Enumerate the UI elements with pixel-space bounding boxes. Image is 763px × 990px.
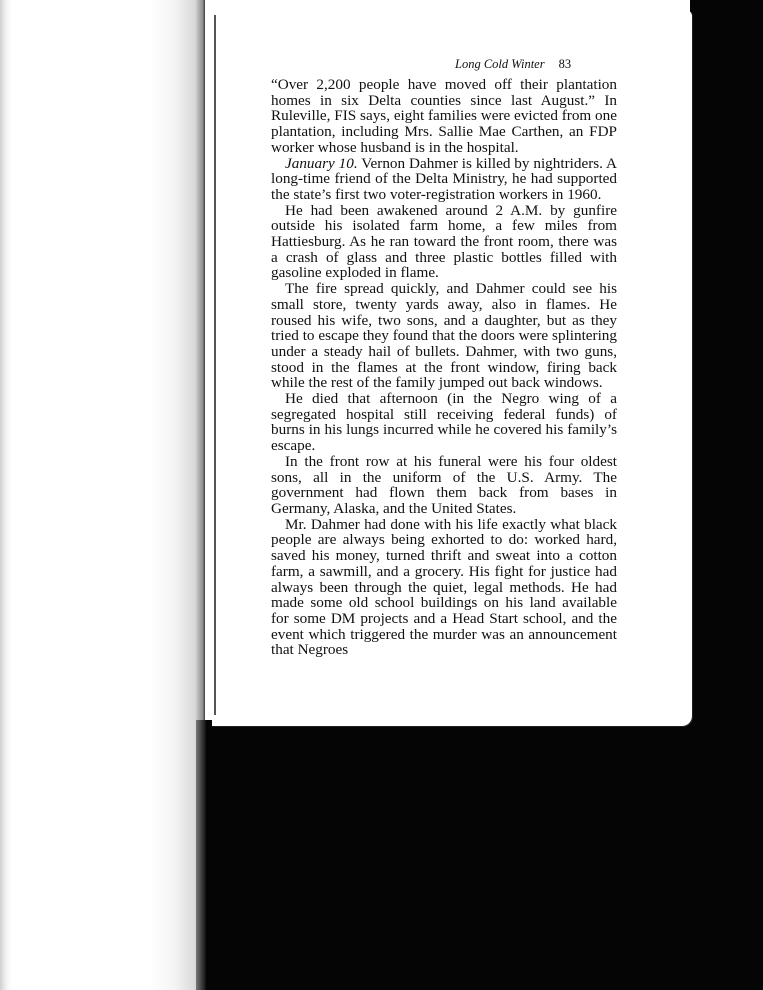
paragraph [271, 203, 617, 282]
paragraph [271, 517, 617, 658]
paragraph [271, 156, 617, 203]
scan-background-bottom [196, 720, 763, 990]
paragraph [271, 391, 617, 454]
paragraph-text: “Over 2,200 people have moved off their plantation homes in six Delta counties since last August.” In Ruleville, FIS says, eight families were evicted from one plantation, including Mrs. Sallie Mae Carthen, an FDP worker whose husband is in the hospital. [271, 76, 617, 156]
paragraph-text: The fire spread quickly, and Dahmer could see his small store, twenty yards away, also in flames. He roused his wife, two sons, and a daughter, but as they tried to escape they found that the doors were splintering under a steady hail of bullets. Dahmer, with two guns, stood in the flames at the front window, firing back while the rest of the family jumped out back windows. [271, 280, 617, 392]
body-text [271, 77, 617, 658]
entry-date: January 10. [285, 154, 358, 172]
paragraph [271, 454, 617, 517]
paragraph-text: He had been awakened around 2 A.M. by gunfire outside his isolated farm home, a few miles from Hattiesburg. As he ran toward the front room, there was a crash of glass and three plastic bottles filled with gasoline exploded in flame. [271, 201, 617, 282]
page-number: 83 [558, 57, 572, 71]
page-binding-line [214, 15, 216, 715]
paragraph-text: Mr. Dahmer had done with his life exactly what black people are always being exhorted to do: worked hard, saved his money, turned thrift and sweat into a cotton farm, a sawmill, and a grocery. His fight for justice had always been through the quiet, legal methods. He had made some old school buildings on his land available for some DM projects and a Head Start school, and the event which triggered the murder was an announcement that Negroes [271, 515, 617, 659]
paragraph [271, 281, 617, 391]
scan-gutter [0, 0, 205, 990]
paragraph-text: Vernon Dahmer is killed by nightriders. A long-time friend of the Delta Ministry, he had supported the state’s first two voter-registration workers in 1960. [271, 154, 617, 203]
running-title: Long Cold Winter [455, 57, 545, 71]
paragraph-text: In the front row at his funeral were his four oldest sons, all in the uniform of the U.S. Army. The government had flown them back from bases in Germany, Alaska, and the United States. [271, 452, 617, 517]
paragraph-text: He died that afternoon (in the Negro wing of a segregated hospital still receiving federal funds) of burns in his lungs incurred while he covered his family’s escape. [271, 390, 617, 455]
running-header [455, 57, 655, 77]
paragraph [271, 77, 617, 156]
scan-background-edge [196, 720, 206, 990]
